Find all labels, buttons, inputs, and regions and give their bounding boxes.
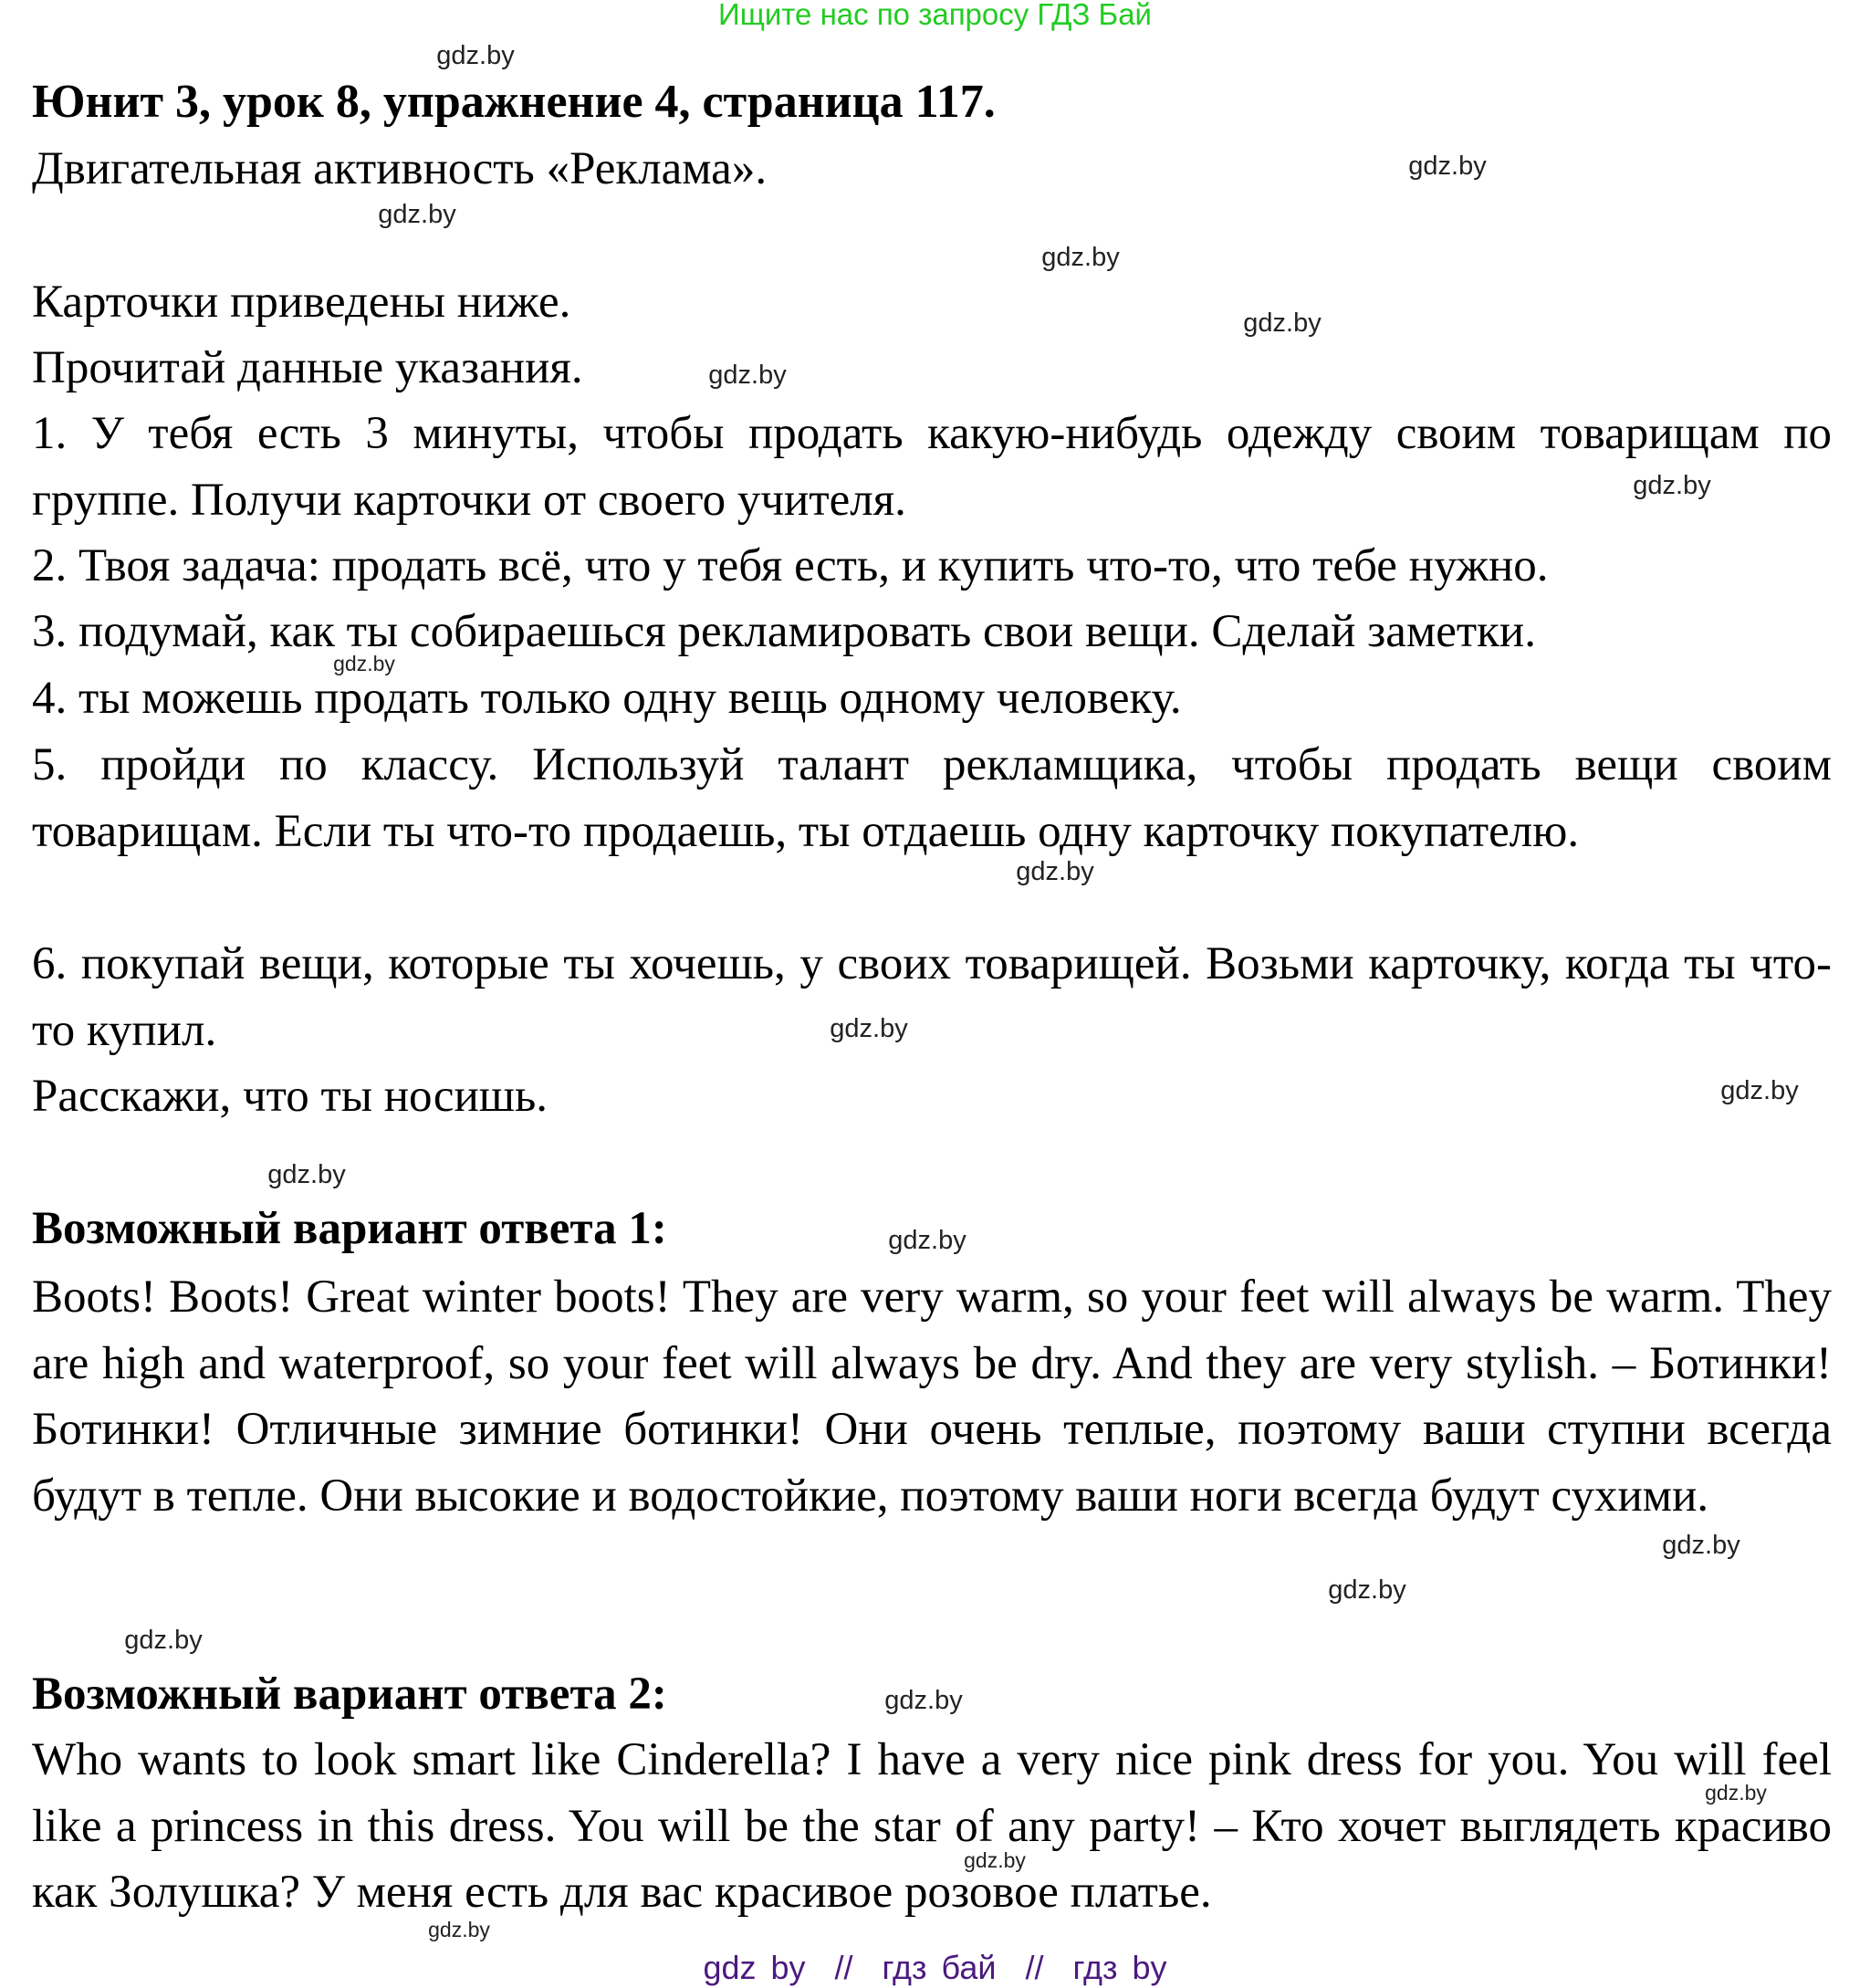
watermark: gdz.by: [1041, 243, 1120, 272]
page-title: Юнит 3, урок 8, упражнение 4, страница 117.: [32, 76, 996, 128]
watermark: gdz.by: [436, 41, 515, 70]
instruction-4: 4. ты можешь продать только одну вещь одному человеку.: [32, 673, 1182, 724]
watermark: gdz.by: [964, 1848, 1026, 1872]
footer-links[interactable]: gdz by // гдз бай // гдз by: [703, 1949, 1167, 1986]
watermark: gdz.by: [428, 1918, 490, 1941]
watermark: gdz.by: [884, 1686, 963, 1715]
watermark: gdz.by: [1720, 1076, 1799, 1105]
closing-text: Расскажи, что ты носишь.: [32, 1071, 548, 1122]
watermark: gdz.by: [708, 361, 787, 390]
watermark: gdz.by: [888, 1226, 966, 1255]
answer-2-heading: Возможный вариант ответа 2:: [32, 1669, 667, 1720]
subtitle: Двигательная активность «Реклама».: [32, 143, 768, 194]
intro-cards: Карточки приведены ниже.: [32, 277, 571, 328]
watermark: gdz.by: [1328, 1575, 1406, 1605]
answer-1-text: Boots! Boots! Great winter boots! They are very warm, so your feet will always be warm. They are high and waterproof, so your feet will always be dry. And they are very stylish. – Ботинки! Ботинки! Отличные зимние ботинки! Они очень теплые, поэтому ваши ступни всегда будут в тепле. Они высокие и водостойкие, поэтому ваши ноги всегда будут сухими.: [32, 1271, 1832, 1522]
watermark: gdz.by: [333, 652, 395, 675]
watermark: gdz.by: [124, 1626, 203, 1655]
watermark: gdz.by: [1408, 152, 1487, 181]
instruction-6: 6. покупай вещи, которые ты хочешь, у своих товарищей. Возьми карточку, когда ты что-то купил.: [32, 938, 1832, 1056]
watermark: gdz.by: [378, 200, 456, 229]
watermark: gdz.by: [1016, 857, 1094, 886]
watermark: gdz.by: [830, 1014, 908, 1043]
watermark: gdz.by: [267, 1160, 346, 1189]
instruction-2: 2. Твоя задача: продать всё, что у тебя есть, и купить что-то, что тебе нужно.: [32, 540, 1549, 591]
intro-read: Прочитай данные указания.: [32, 342, 583, 393]
watermark: gdz.by: [1705, 1781, 1767, 1805]
search-banner: Ищите нас по запросу ГДЗ Бай: [718, 0, 1152, 31]
instruction-3: 3. подумай, как ты собираешься рекламировать свои вещи. Сделай заметки.: [32, 606, 1536, 657]
watermark: gdz.by: [1243, 309, 1322, 338]
instruction-5: 5. пройди по классу. Используй талант рекламщика, чтобы продать вещи своим товарищам. Если ты что-то продаешь, ты отдаешь одну карточку покупателю.: [32, 739, 1832, 857]
watermark: gdz.by: [1633, 471, 1711, 500]
answer-2-text: Who wants to look smart like Cinderella? I have a very nice pink dress for you. You will feel like a princess in this dress. You will be the star of any party! – Кто хочет выглядеть красиво как Золушка? У меня есть для вас красивое розовое платье.: [32, 1734, 1832, 1918]
instruction-1: 1. У тебя есть 3 минуты, чтобы продать какую-нибудь одежду своим товарищам по группе. Получи карточки от своего учителя.: [32, 408, 1832, 526]
answer-1-heading: Возможный вариант ответа 1:: [32, 1203, 667, 1254]
watermark: gdz.by: [1662, 1531, 1740, 1560]
